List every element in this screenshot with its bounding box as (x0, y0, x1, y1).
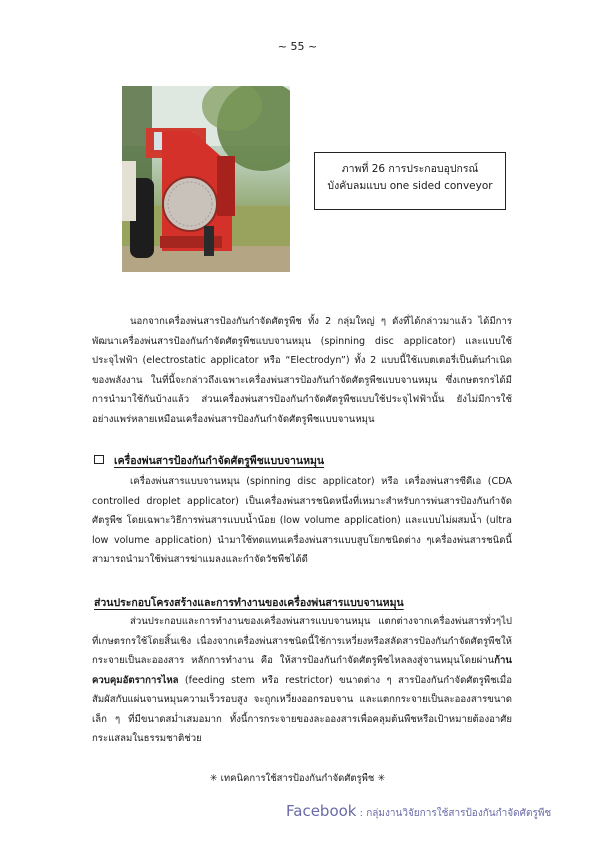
spinning-disc-paragraph: เครื่องพ่นสารแบบจานหมุน (spinning disc applicator) หรือ เครื่องพ่นสารซีดีเอ (CDA controlled droplet applicator) เป็นเครื่องพ่นสารชนิดหนึ่งที่เหมาะสำหรับการพ่นสารป้องกันกำจัดศัตรูพืช โดยเฉพาะวิธีการพ่นสารแบบน้ำน้อย (low volume application) และแบบไม่ผสมน้ำ (ultra low volume application) นำมาใช้ทดแทนเครื่องพ่นสารแบบสูบโยกชนิดต่าง ๆเครื่องพ่นสารชนิดนี้สามารถนำมาใช้พ่นสารฆ่าแมลงและกำจัดวัชพืชได้ดี (92, 476, 512, 565)
footer-note: ✳ เทคนิคการใช้สารป้องกันกำจัดศัตรูพืช ✳ (209, 773, 386, 784)
flow-control-stem-term: ก้านควบคุมอัตราการไหล (92, 655, 512, 686)
caption-line-1: ภาพที่ 26 การประกอบอุปกรณ์ (341, 163, 479, 175)
figure-caption (314, 152, 506, 210)
sprayer-photo (122, 86, 290, 272)
section-heading-spinning-disc: เครื่องพ่นสารป้องกันกำจัดศัตรูพืชแบบจานหมุน (114, 455, 325, 467)
components-paragraph (92, 612, 512, 749)
page-number: ~ 55 ~ (277, 40, 318, 53)
facebook-separator: : (356, 808, 367, 819)
intro-paragraph: นอกจากเครื่องพ่นสารป้องกันกำจัดศัตรูพืช ทั้ง 2 กลุ่มใหญ่ ๆ ดังที่ได้กล่าวมาแล้ว ได้มีการพัฒนาเครื่องพ่นสารป้องกันกำจัดศัตรูพืชแบบจานหมุน (spinning disc applicator) และแบบใช้ประจุไฟฟ้า (electrostatic applicator หรือ “Electrodyn”) ทั้ง 2 แบบนี้ใช้แบตเตอรี่เป็นต้นกำเนิดของพลังงาน ในที่นี้จะกล่าวถึงเฉพาะเครื่องพ่นสารป้องกันกำจัดศัตรูพืชแบบจานหมุน ซึ่งเกษตรกรได้มีการนำมาใช้กันบ้างแล้ว ส่วนเครื่องพ่นสารป้องกันกำจัดศัตรูพืชแบบใช้ประจุไฟฟ้านั้น ยังไม่มีการใช้อย่างแพร่หลายเหมือนเครื่องพ่นสารป้องกันกำจัดศัตรูพืชแบบจานหมุน (92, 316, 512, 425)
checkbox-bullet-icon (94, 455, 104, 464)
components-text-start: ส่วนประกอบและการทำงานของเครื่องพ่นสารแบบจานหมุน แตกต่างจากเครื่องพ่นสารทั่วๆไปที่เกษตรกรใช้โดยสิ้นเชิง เนื่องจากเครื่องพ่นสารชนิดนี้ใช้การเหวี่ยงหรือสลัดสารป้องกันกำจัดศัตรูพืชให้กระจายเป็นละอองสาร หลักการทำงาน คือ ให้สารป้องกันกำจัดศัตรูพืชไหลลงสู่จานหมุนโดยผ่าน (92, 616, 512, 666)
facebook-group-name: กลุ่มงานวิจัยการใช้สารป้องกันกำจัดศัตรูพืช (366, 808, 552, 819)
section-heading-components: ส่วนประกอบโครงสร้างและการทำงานของเครื่องพ่นสารแบบจานหมุน (94, 597, 404, 609)
components-text-end: (feeding stem หรือ restrictor) ขนาดต่าง ๆ สารป้องกันกำจัดศัตรูพืชเมื่อสัมผัสกับแผ่นจานหมุนความเร็วรอบสูง จะถูกเหวี่ยงออกรอบจาน และแตกกระจายเป็นละอองสารขนาดเล็ก ๆ ที่มีขนาดสม่ำเสมอมาก ทั้งนี้การกระจายของละอองสารเพื่อคลุมต้นพืชหรือเป้าหมายต้องอาศัยกระแสลมในธรรมชาติช่วย (92, 674, 512, 744)
sprayer-photo-illustration (122, 86, 290, 272)
facebook-label: Facebook (286, 802, 357, 820)
facebook-footer (286, 802, 551, 821)
caption-line-2: บังคับลมแบบ one sided conveyor (327, 180, 493, 192)
